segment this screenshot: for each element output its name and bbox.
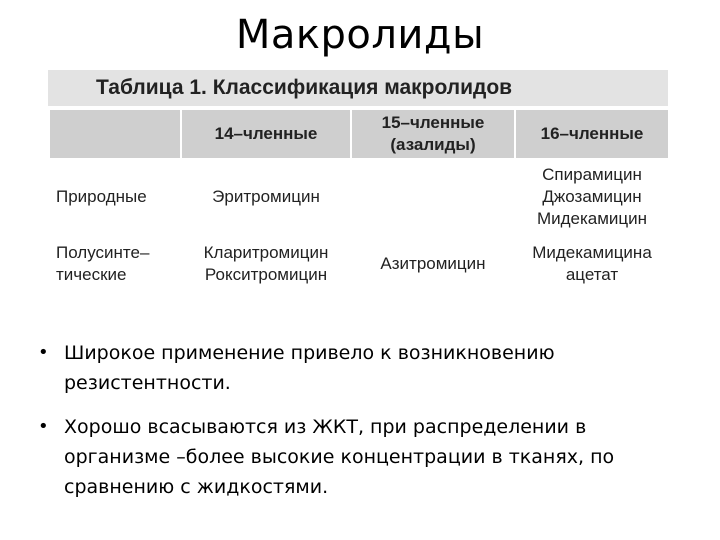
bullet-item bbox=[38, 412, 688, 502]
table-row-semisynthetic bbox=[49, 235, 669, 293]
header-14-membered: 14–членные bbox=[181, 109, 351, 159]
bullet-text: Хорошо всасываются из ЖКТ, при распределении в организме –более высокие концентрации в тканях, по сравнению с жидкостями. bbox=[64, 416, 615, 498]
table-row-natural bbox=[49, 159, 669, 235]
classification-table bbox=[48, 108, 670, 294]
bullet-list bbox=[38, 338, 688, 516]
cell-semisynthetic-14: Кларитромицин Рокситромицин bbox=[181, 235, 351, 293]
table-caption: Таблица 1. Классификация макролидов bbox=[48, 70, 668, 106]
classification-table-figure bbox=[48, 70, 668, 296]
cell-natural-15 bbox=[351, 159, 515, 235]
cell-semisynthetic-15: Азитромицин bbox=[351, 235, 515, 293]
row-label-natural: Природные bbox=[49, 159, 181, 235]
row-label-semisynthetic: Полусинте– тические bbox=[49, 235, 181, 293]
bullet-dot-icon: • bbox=[38, 342, 49, 363]
cell-natural-14: Эритромицин bbox=[181, 159, 351, 235]
table-header-row bbox=[49, 109, 669, 159]
header-15-membered: 15–членные (азалиды) bbox=[351, 109, 515, 159]
bullet-text: Широкое применение привело к возникновению резистентности. bbox=[64, 342, 555, 394]
cell-natural-16: Спирамицин Джозамицин Мидекамицин bbox=[515, 159, 669, 235]
header-corner-cell bbox=[49, 109, 181, 159]
cell-semisynthetic-16: Мидекамицина ацетат bbox=[515, 235, 669, 293]
bullet-item bbox=[38, 338, 688, 398]
header-16-membered: 16–членные bbox=[515, 109, 669, 159]
slide-title: Макролиды bbox=[235, 12, 485, 58]
bullet-dot-icon: • bbox=[38, 416, 49, 437]
